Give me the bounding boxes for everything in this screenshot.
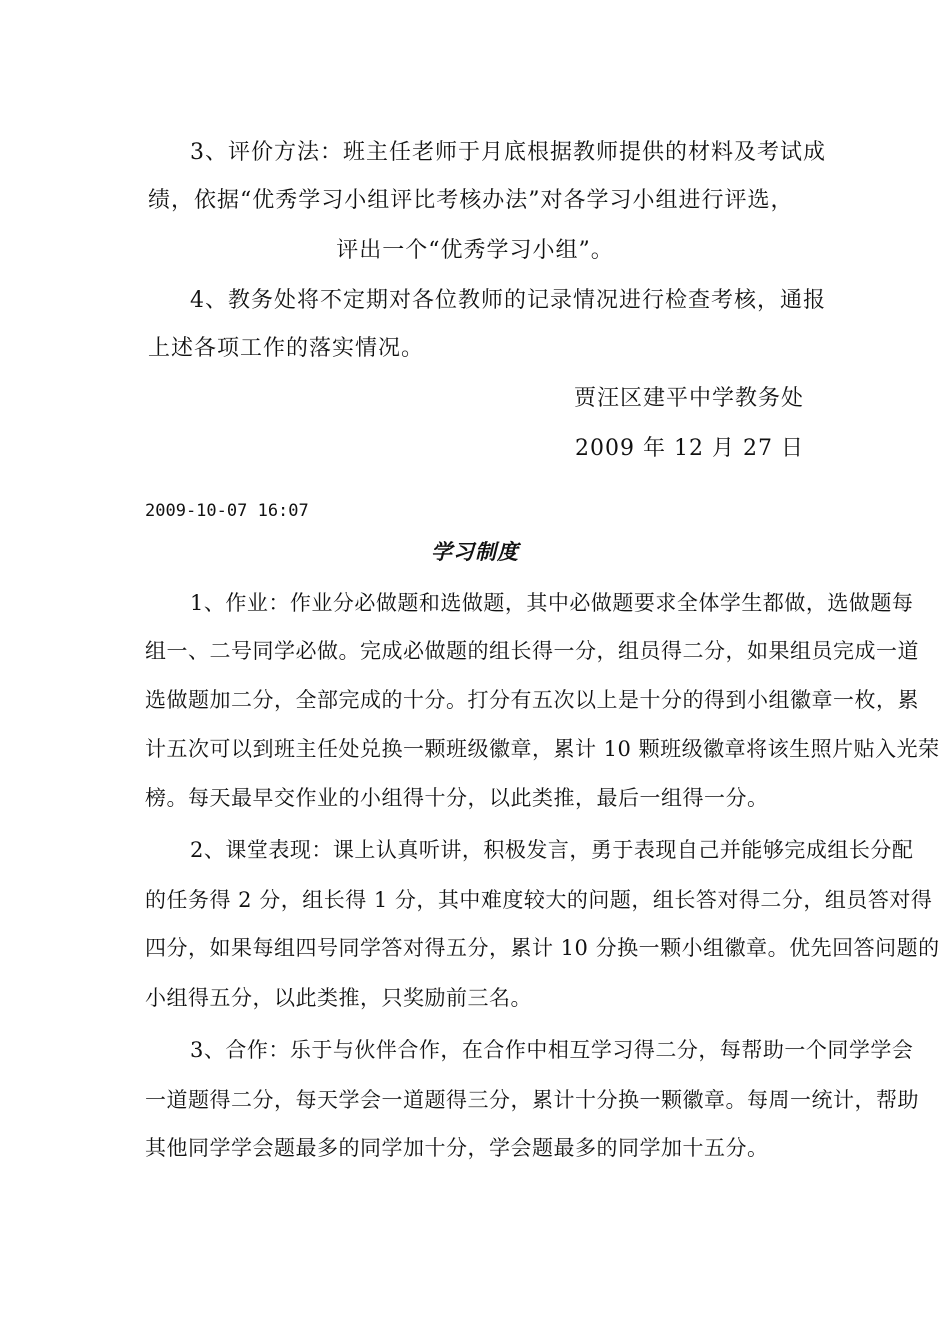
paragraph-line: 选做题加二分，全部完成的十分。打分有五次以上是十分的得到小组徽章一枚，累 [145,688,919,712]
paragraph-line: 4、教务处将不定期对各位教师的记录情况进行检查考核，通报 [190,288,826,313]
paragraph-line: 四分，如果每组四号同学答对得五分，累计 10 分换一颗小组徽章。优先回答问题的 [145,936,940,960]
paragraph-line: 其他同学学会题最多的同学加十分，学会题最多的同学加十五分。 [145,1136,769,1160]
paragraph-line: 1、作业：作业分必做题和选做题，其中必做题要求全体学生都做，选做题每 [190,591,914,615]
section-title: 学习制度 [431,539,519,564]
signature: 贾汪区建平中学教务处 [573,386,804,411]
paragraph-line: 小组得五分，以此类推，只奖励前三名。 [145,986,532,1010]
paragraph-line: 2、课堂表现：课上认真听讲，积极发言，勇于表现自己并能够完成组长分配 [190,838,914,862]
paragraph-line: 榜。每天最早交作业的小组得十分，以此类推，最后一组得一分。 [145,786,769,810]
timestamp: 2009-10-07 16:07 [145,501,309,521]
paragraph-line: 评出一个“优秀学习小组”。 [336,238,614,263]
paragraph-line: 组一、二号同学必做。完成必做题的组长得一分，组员得二分，如果组员完成一道 [145,639,919,663]
paragraph-line: 一道题得二分，每天学会一道题得三分，累计十分换一颗徽章。每周一统计，帮助 [145,1088,919,1112]
paragraph-line: 计五次可以到班主任处兑换一颗班级徽章，累计 10 颗班级徽章将该生照片贴入光荣 [145,737,940,761]
paragraph-line: 上述各项工作的落实情况。 [148,336,425,361]
paragraph-line: 的任务得 2 分，组长得 1 分，其中难度较大的问题，组长答对得二分，组员答对得 [145,888,933,912]
paragraph-line: 绩，依据“优秀学习小组评比考核办法”对各学习小组进行评选， [148,188,794,213]
signature-date: 2009 年 12 月 27 日 [575,436,804,461]
paragraph-line: 3、合作：乐于与伙伴合作，在合作中相互学习得二分，每帮助一个同学学会 [190,1038,914,1062]
paragraph-line: 3、评价方法：班主任老师于月底根据教师提供的材料及考试成 [190,140,826,165]
